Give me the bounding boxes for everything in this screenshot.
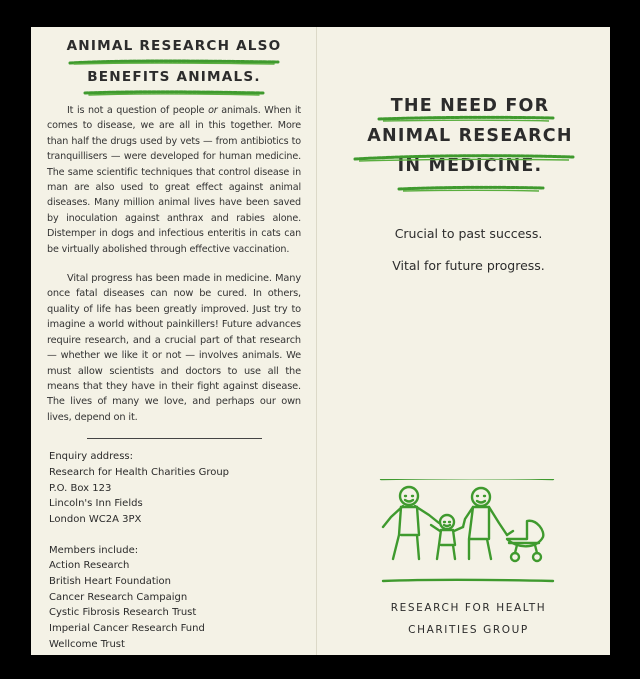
para1-start: It is not a question of people [67,105,209,116]
para1-emphasis: or [208,105,218,116]
green-underline-icon [64,58,284,66]
member-item: Cystic Fibrosis Research Trust [49,607,197,619]
title-underlines-icon [337,87,577,197]
family-drawing-icon [377,479,557,589]
members-label: Members include: [49,544,139,556]
enquiry-label: Enquiry address: [49,451,133,463]
member-item: Action Research [49,560,130,572]
member-item: Wellcome Trust [49,638,125,650]
tagline-future: Vital for future progress. [392,258,545,273]
title-line1: THE NEED FOR [390,96,550,116]
enquiry-address [49,449,301,652]
org-name-line1: RESEARCH FOR HEALTH [390,602,547,614]
left-heading-line2: BENEFITS ANIMALS. [87,69,261,85]
divider [87,438,262,439]
tagline-past: Crucial to past success. [394,226,543,241]
title-line2: ANIMAL RESEARCH [367,126,573,146]
member-item: Imperial Cancer Research Fund [49,623,205,635]
fold-line [316,27,317,655]
enquiry-line: Research for Health Charities Group [49,466,230,478]
para1-rest: animals. When it comes to disease, we are all in this together. More than half the drugs used by vets — from antibiotics to tranquillisers — were developed for human medicine. The same scientific techniques that control disease in man are also used to great effect against animal diseases. Many million animal lives have been saved by inoculation against anthrax and rabies alone. Distemper in dogs and infectious enteritis in cats can be virtually abolished through effective vaccination. [47,105,301,255]
member-item: Cancer Research Campaign [49,591,188,603]
enquiry-line: London WC2A 3PX [49,513,142,525]
paragraph-animals [47,103,301,257]
org-name-line2: CHARITIES GROUP [408,624,529,636]
enquiry-line: Lincoln's Inn Fields [49,498,143,510]
leaflet [31,27,610,655]
left-panel [47,35,301,653]
paragraph-progress: Vital progress has been made in medicine. Many once fatal diseases can now be cured. In others, quality of life has been greatly improved. Just try to imagine a world without painkillers! Future advances require research, and a crucial part of that research — whether we like it or not — involves animals. We must allow scientists and doctors to use all the means that they have in their fight against disease. The lives of many we love, and perhaps our own lives, depend on it. [47,273,301,423]
title-line3: IN MEDICINE. [397,156,543,176]
enquiry-line: P.O. Box 123 [49,482,112,494]
left-heading-line1: ANIMAL RESEARCH ALSO [66,38,282,54]
left-heading [47,35,301,97]
green-underline-icon [79,89,269,97]
member-item: British Heart Foundation [49,576,172,588]
